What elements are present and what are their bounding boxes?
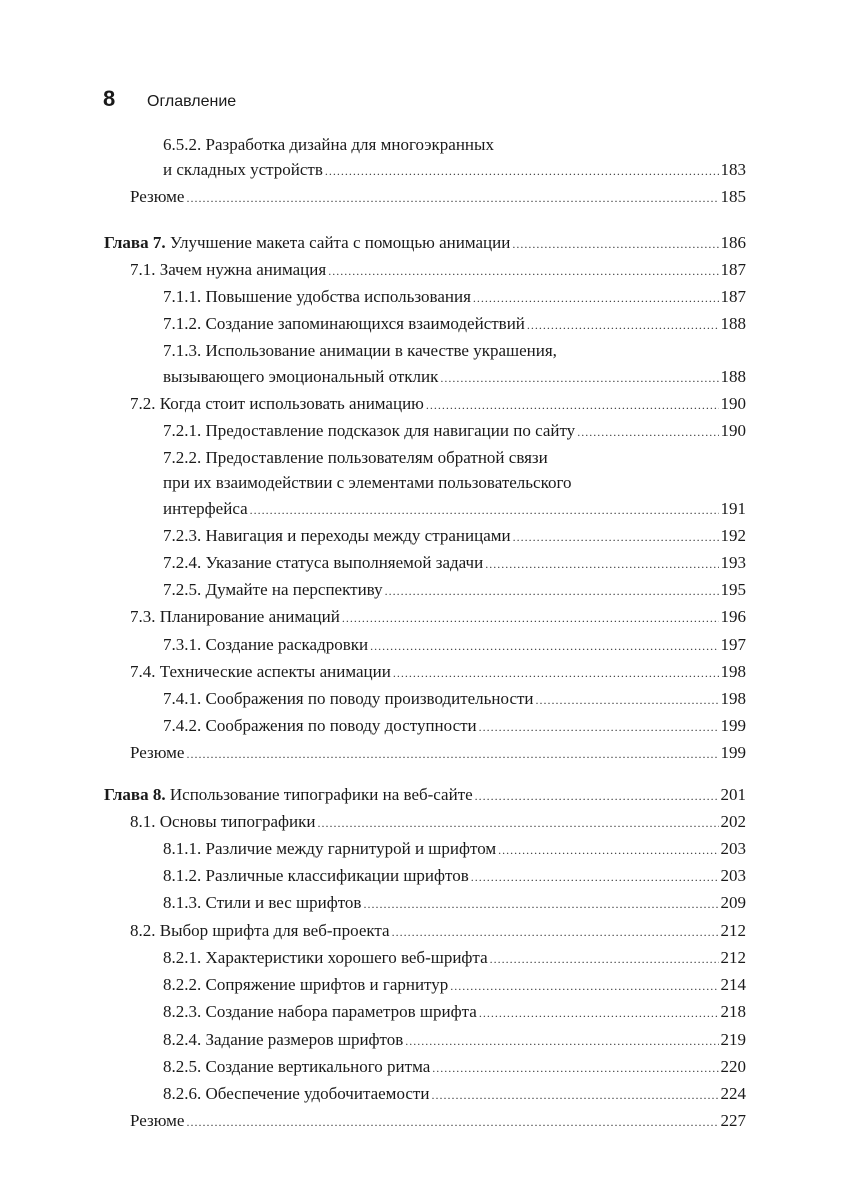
toc-entry-title [163, 1054, 430, 1079]
toc-entry-line [163, 863, 746, 890]
toc-page-number: 199 [720, 716, 746, 736]
toc-entry-line [163, 284, 746, 311]
toc-entry-text: 7.1.1. Повышение удобства использования [163, 287, 471, 307]
toc-entry-title [163, 284, 471, 309]
dot-leader [527, 313, 719, 338]
toc-entry [104, 550, 746, 577]
toc-entry-text: интерфейса [163, 498, 248, 518]
toc-entry [104, 391, 746, 418]
toc-entry-line [163, 945, 746, 972]
toc-entry-text: 7.4.2. Соображения по поводу доступности [163, 716, 477, 736]
toc-page-number: 188 [720, 314, 746, 334]
dot-leader [363, 892, 718, 917]
toc-entry [104, 659, 746, 686]
toc-entry-line [163, 972, 746, 999]
toc-page-number: 218 [720, 1002, 746, 1022]
dot-leader [498, 838, 718, 863]
toc-entry-line [163, 1054, 746, 1081]
toc-entry-text: 8.1.3. Стили и вес шрифтов [163, 893, 362, 913]
toc-entry-title [163, 945, 488, 970]
toc-entry-title [163, 713, 477, 738]
toc-entry-title [163, 632, 368, 657]
toc-entry-line [163, 550, 746, 577]
toc-chapter-entry [104, 782, 746, 809]
toc-page-number: 185 [720, 187, 746, 207]
dot-leader [342, 606, 719, 631]
toc-page-number: 219 [720, 1029, 746, 1049]
toc-entry-title [163, 364, 438, 389]
page-number: 8 [103, 86, 116, 111]
toc-entry [104, 972, 746, 999]
toc-entry [104, 257, 746, 284]
toc-entry-line [163, 523, 746, 550]
toc-entry [104, 918, 746, 945]
toc-entry [104, 809, 746, 836]
toc-entry-line [130, 659, 746, 686]
toc-entry-title [163, 999, 477, 1024]
toc-entry-line [163, 364, 746, 391]
toc-entry-line [163, 1027, 746, 1054]
toc-entry [104, 418, 746, 445]
toc-entry-title [130, 1108, 184, 1133]
dot-leader [328, 259, 718, 284]
toc-page-number: 195 [720, 580, 746, 600]
toc-entry-line [163, 157, 746, 184]
dot-leader [490, 947, 719, 972]
toc-entry [104, 1027, 746, 1054]
toc-entry-text: 7.1. Зачем нужна анимация [130, 259, 327, 279]
toc-entry-text: 7.2.2. Предоставление пользователям обратной связи [163, 448, 548, 468]
toc-entry-title [163, 686, 534, 711]
toc-entry-text: 8.2. Выбор шрифта для веб-проекта [130, 920, 390, 940]
toc-page-number: 202 [720, 811, 746, 831]
toc-entry-line [130, 740, 746, 767]
dot-leader [370, 634, 718, 659]
toc-entry-text: 7.1.3. Использование анимации в качестве украшения, [163, 341, 557, 361]
toc-entry-text: 8.1. Основы типографики [130, 811, 316, 831]
toc-entry [104, 284, 746, 311]
dot-leader [577, 420, 718, 445]
toc-page-number: 192 [720, 525, 746, 545]
toc-page-number: 220 [720, 1056, 746, 1076]
dot-leader [186, 742, 718, 767]
toc-entry-text: 8.2.1. Характеристики хорошего веб-шрифта [163, 947, 488, 967]
running-header [103, 86, 236, 112]
toc-entry [104, 604, 746, 631]
toc-entry-text: при их взаимодействии с элементами пользовательского [163, 473, 572, 493]
toc-entry-line [163, 445, 746, 470]
dot-leader [186, 186, 718, 211]
toc-entry-title [163, 972, 448, 997]
toc-entry-text: 7.4.1. Соображения по поводу производительности [163, 689, 534, 709]
toc-entry-line [163, 577, 746, 604]
toc-entry [104, 445, 746, 523]
toc-entry-title [163, 1081, 429, 1106]
toc-entry-title [130, 391, 424, 416]
toc-entry-title [163, 836, 496, 861]
toc-entry [104, 686, 746, 713]
toc-entry [104, 890, 746, 917]
toc-entry-text: 7.3.1. Создание раскадровки [163, 634, 369, 654]
toc-entry-line [163, 890, 746, 917]
dot-leader [393, 661, 719, 686]
toc-entry [104, 184, 746, 211]
toc-entry-line [163, 999, 746, 1026]
toc-entry-title [163, 338, 557, 363]
toc-page-number: 201 [720, 784, 746, 804]
toc-entry-text: Резюме [130, 187, 185, 207]
running-title: Оглавление [147, 93, 237, 110]
toc-entry-line [130, 918, 746, 945]
toc-entry-line [163, 632, 746, 659]
toc-entry-line [163, 338, 746, 363]
toc-page-number: 190 [720, 421, 746, 441]
toc-entry-title [130, 659, 391, 684]
dot-leader [186, 1110, 718, 1135]
toc-page-number: 227 [720, 1111, 746, 1131]
toc-entry-line [130, 391, 746, 418]
toc-entry-title [130, 184, 184, 209]
toc-entry-text: Резюме [130, 1111, 185, 1131]
toc-page-number: 198 [720, 661, 746, 681]
toc-entry-title [163, 311, 525, 336]
toc-page-number: 203 [720, 839, 746, 859]
toc-entry [104, 1054, 746, 1081]
toc-entry-text: 7.2.1. Предоставление подсказок для навигации по сайту [163, 421, 576, 441]
toc-entry [104, 311, 746, 338]
dot-leader [450, 974, 718, 999]
dot-leader [479, 715, 719, 740]
toc-entry-line [163, 496, 746, 523]
toc-entry-line [104, 782, 746, 809]
toc-entry-text: 7.3. Планирование анимаций [130, 607, 340, 627]
toc-entry-text: 8.2.2. Сопряжение шрифтов и гарнитур [163, 975, 449, 995]
toc-page-number: 197 [720, 634, 746, 654]
dot-leader [431, 1083, 718, 1108]
dot-leader [392, 920, 719, 945]
chapter-label: Глава 8. [104, 784, 166, 804]
toc-chapter-entry [104, 230, 746, 257]
toc-entry-text: Резюме [130, 743, 185, 763]
dot-leader [325, 159, 719, 184]
toc-entry-title [130, 740, 184, 765]
toc-entry-line [130, 1108, 746, 1135]
toc-entry-title [163, 863, 469, 888]
toc-entry-text: Использование типографики на веб-сайте [169, 784, 473, 804]
toc-entry-line [104, 230, 746, 257]
toc-page-number: 196 [720, 607, 746, 627]
toc-entry-title [163, 577, 383, 602]
toc-entry-line [163, 686, 746, 713]
toc-page-number: 199 [720, 743, 746, 763]
toc-page-number: 198 [720, 689, 746, 709]
toc-page-number: 214 [720, 975, 746, 995]
dot-leader [250, 498, 719, 523]
dot-leader [317, 811, 718, 836]
toc-page-number: 224 [720, 1083, 746, 1103]
dot-leader [536, 688, 719, 713]
toc-entry [104, 863, 746, 890]
toc-entry-title [163, 157, 323, 182]
toc-entry [104, 713, 746, 740]
chapter-label: Глава 7. [104, 232, 166, 252]
toc-entry-line [130, 184, 746, 211]
toc-entry-text: 8.2.6. Обеспечение удобочитаемости [163, 1083, 430, 1103]
toc-entry-line [163, 836, 746, 863]
toc-page-number: 212 [720, 920, 746, 940]
toc-entry-line [130, 257, 746, 284]
toc-entry-text: 8.2.5. Создание вертикального ритма [163, 1056, 431, 1076]
toc-page-number: 188 [720, 366, 746, 386]
toc-page-number: 183 [720, 160, 746, 180]
toc-entry-line [163, 470, 746, 495]
toc-entry-title [130, 604, 340, 629]
dot-leader [385, 579, 719, 604]
toc-page-number: 193 [720, 553, 746, 573]
toc-entry-title [163, 132, 494, 157]
dot-leader [426, 393, 719, 418]
dot-leader [405, 1029, 718, 1054]
dot-leader [485, 552, 718, 577]
toc-entry-text: 8.2.3. Создание набора параметров шрифта [163, 1002, 477, 1022]
toc-entry-text: 7.2.5. Думайте на перспективу [163, 580, 383, 600]
dot-leader [479, 1001, 719, 1026]
toc-entry [104, 577, 746, 604]
toc-entry-text: 7.4. Технические аспекты анимации [130, 661, 391, 681]
toc-page-number: 186 [720, 232, 746, 252]
toc-page-number: 209 [720, 893, 746, 913]
toc-entry [104, 132, 746, 184]
toc-entry-text: 8.1.2. Различные классификации шрифтов [163, 866, 469, 886]
table-of-contents [104, 132, 746, 1135]
toc-entry [104, 523, 746, 550]
dot-leader [513, 525, 719, 550]
toc-entry [104, 1081, 746, 1108]
toc-entry-line [163, 132, 746, 157]
toc-entry-title [163, 496, 248, 521]
toc-entry-text: и складных устройств [163, 160, 323, 180]
toc-entry-text: 7.2.3. Навигация и переходы между страницами [163, 525, 511, 545]
toc-entry-text: 7.1.2. Создание запоминающихся взаимодействий [163, 314, 525, 334]
toc-entry-line [130, 604, 746, 631]
toc-entry-text: вызывающего эмоциональный отклик [163, 366, 439, 386]
toc-page-number: 190 [720, 393, 746, 413]
toc-entry [104, 945, 746, 972]
toc-entry-text: Улучшение макета сайта с помощью анимации [169, 232, 511, 252]
toc-entry-title [104, 230, 510, 255]
toc-entry-line [163, 713, 746, 740]
toc-entry [104, 836, 746, 863]
toc-entry-title [163, 445, 548, 470]
toc-entry [104, 999, 746, 1026]
toc-entry-text: 8.1.1. Различие между гарнитурой и шрифтом [163, 839, 497, 859]
toc-entry-text: 7.2.4. Указание статуса выполняемой задачи [163, 553, 484, 573]
toc-entry-title [104, 782, 473, 807]
toc-entry-title [163, 550, 483, 575]
toc-entry [104, 740, 746, 767]
toc-page-number: 191 [720, 498, 746, 518]
toc-entry [104, 632, 746, 659]
toc-entry-line [163, 1081, 746, 1108]
toc-entry-title [130, 809, 315, 834]
toc-entry-title [163, 890, 361, 915]
toc-entry-title [163, 523, 511, 548]
toc-entry-title [130, 918, 390, 943]
toc-entry [104, 1108, 746, 1135]
toc-entry-line [163, 418, 746, 445]
toc-entry-text: 7.2. Когда стоит использовать анимацию [130, 393, 424, 413]
dot-leader [471, 865, 719, 890]
toc-entry-title [163, 1027, 403, 1052]
toc-entry-text: 6.5.2. Разработка дизайна для многоэкранных [163, 135, 494, 154]
toc-page-number: 187 [720, 287, 746, 307]
dot-leader [440, 366, 718, 391]
dot-leader [475, 784, 719, 809]
toc-page-number: 212 [720, 947, 746, 967]
toc-entry-line [163, 311, 746, 338]
toc-page-number: 203 [720, 866, 746, 886]
toc-entry [104, 338, 746, 390]
toc-entry-title [163, 470, 572, 495]
toc-page-number: 187 [720, 259, 746, 279]
toc-entry-line [130, 809, 746, 836]
dot-leader [512, 232, 718, 257]
dot-leader [432, 1056, 718, 1081]
toc-entry-title [163, 418, 575, 443]
toc-entry-text: 8.2.4. Задание размеров шрифтов [163, 1029, 404, 1049]
dot-leader [473, 286, 719, 311]
toc-entry-title [130, 257, 326, 282]
